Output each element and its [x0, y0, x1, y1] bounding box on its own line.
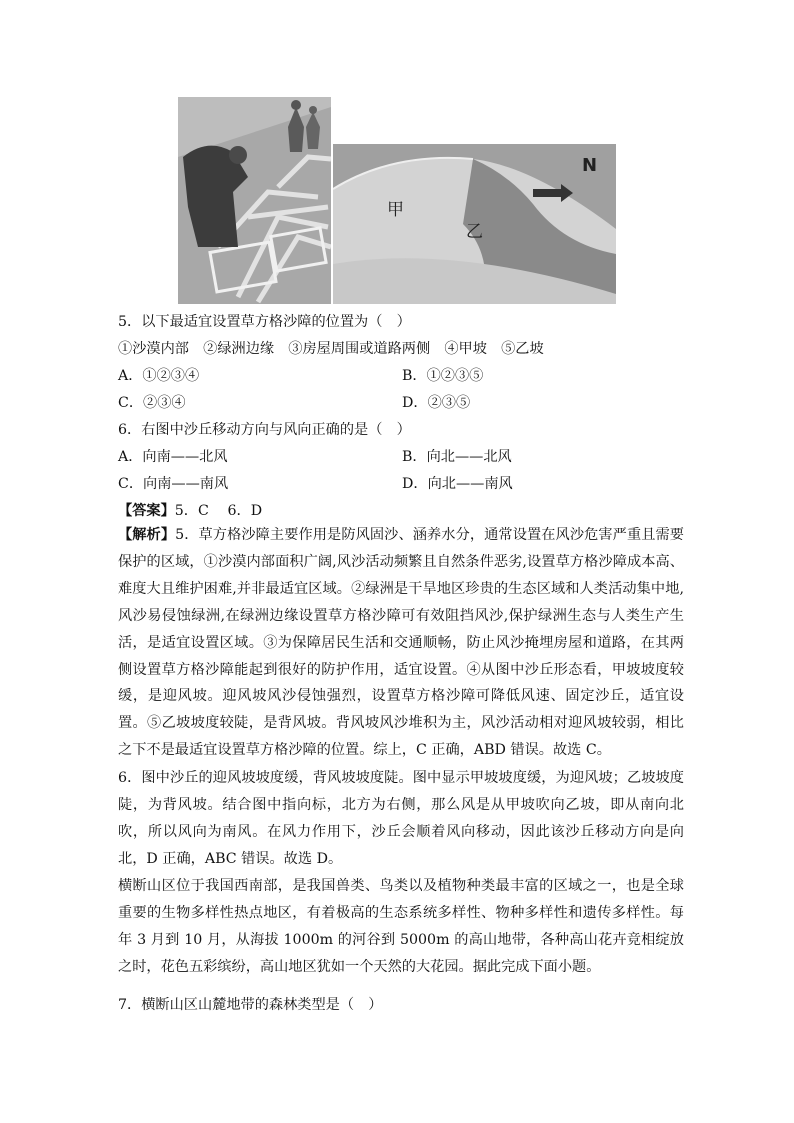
answer-text: 5．C 6．D: [174, 503, 263, 519]
question-5-stem: 5．以下最适宜设置草方格沙障的位置为（ ）: [118, 314, 411, 330]
passage-hengduan: 横断山区位于我国西南部，是我国兽类、鸟类以及植物种类最丰富的区域之一，也是全球重要的生物多样性热点地区，有着极高的生态系统多样性、物种多样性和遗传多样性。每年 3 月到 10 月，从海拔 1000m 的河谷到 5000m 的高山地带，各种高山花卉竞相绽放之时，花色五彩缤纷，高山地区犹如一个天然的大花园。据此完成下面小题。: [118, 878, 684, 975]
question-6-option-b: B．向北——北风: [402, 449, 512, 465]
answer-line: [118, 500, 262, 520]
question-5-options-list: ①沙漠内部 ②绿洲边缘 ③房屋周围或道路两侧 ④甲坡 ⑤乙坡: [118, 341, 544, 357]
question-6-option-d: D．向北——南风: [402, 476, 513, 492]
analysis-q5: [118, 522, 684, 764]
slope-label-yi: 乙: [466, 222, 483, 242]
north-label: N: [582, 155, 598, 176]
analysis-q5-text: 5．草方格沙障主要作用是防风固沙、涵养水分，通常设置在风沙危害严重且需要保护的区域，①沙漠内部面积广阔,风沙活动频繁且自然条件恶劣,设置草方格沙障成本高、难度大且维护困难,并非最适宜区域。②绿洲是干旱地区珍贵的生态区域和人类活动集中地,风沙易侵蚀绿洲,在绿洲边缘设置草方格沙障可有效阻挡风沙,保护绿洲生态与人类生产生活，是适宜设置区域。③为保障居民生活和交通顺畅，防止风沙掩埋房屋和道路，在其两侧设置草方格沙障能起到很好的防护作用，适宜设置。④从图中沙丘形态看，甲坡坡度较缓，是迎风坡。迎风坡风沙侵蚀强烈，设置草方格沙障可降低风速、固定沙丘，适宜设置。⑤乙坡坡度较陡，是背风坡。背风坡风沙堆积为主，风沙活动相对迎风坡较弱，相比之下不是最适宜设置草方格沙障的位置。综上，C 正确，ABD 错误。故选 C。: [118, 527, 684, 759]
slope-label-jia: 甲: [387, 200, 404, 220]
analysis-q6: 6．图中沙丘的迎风坡坡度缓，背风坡坡度陡。图中显示甲坡坡度缓，为迎风坡；乙坡坡度陡，为背风坡。结合图中指向标，北方为右侧，那么风是从甲坡吹向乙坡，即从南向北吹，所以风向为南风。在风力作用下，沙丘会顺着风向移动，因此该沙丘移动方向是向北，D 正确，ABC 错误。故选 D。: [118, 770, 684, 867]
question-6-option-a: A．向南——北风: [118, 449, 228, 465]
answer-tag: 【答案】: [118, 503, 175, 519]
question-7-stem: 7．横断山区山麓地带的森林类型是（ ）: [118, 997, 383, 1013]
question-5-option-a: A．①②③④: [118, 368, 200, 384]
question-6-stem: 6．右图中沙丘移动方向与风向正确的是（ ）: [118, 422, 411, 438]
analysis-tag: 【解析】: [118, 527, 176, 543]
question-6-option-c: C．向南——南风: [118, 476, 229, 492]
question-5-option-d: D．②③⑤: [402, 395, 471, 411]
question-5-option-b: B．①②③⑤: [402, 368, 484, 384]
question-5-option-c: C．②③④: [118, 395, 186, 411]
figure: [178, 97, 616, 304]
grass-checkerboard-photo: [178, 97, 331, 304]
